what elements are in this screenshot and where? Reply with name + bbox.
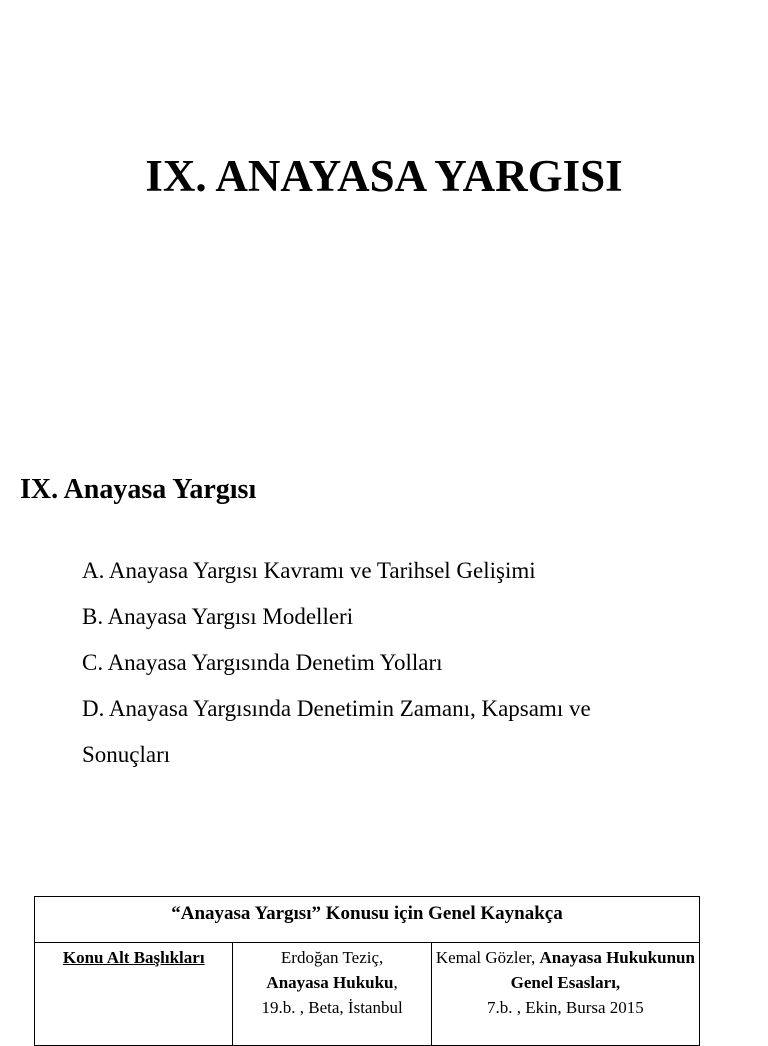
topic-item-d: D. Anayasa Yargısında Denetimin Zamanı, Kapsamı ve (82, 696, 591, 721)
source-cell-1 (233, 943, 431, 1046)
subtopics-header-cell (35, 943, 233, 1046)
source-2-author: Kemal Gözler, (435, 948, 540, 967)
topic-item-b: B. Anayasa Yargısı Modelleri (82, 604, 354, 629)
table-caption: “Anayasa Yargısı” Konusu için Genel Kaynakça (35, 897, 700, 943)
topic-list (82, 548, 722, 778)
topic-item-d-continued: Sonuçları (82, 742, 171, 767)
topic-item-c: C. Anayasa Yargısında Denetim Yolları (82, 650, 443, 675)
source-2-edition: 7.b. , Ekin, Bursa 2015 (487, 998, 644, 1017)
source-1-author: Erdoğan Teziç, (280, 948, 384, 967)
table-caption-row (35, 897, 700, 943)
source-1-edition: 19.b. , Beta, İstanbul (261, 998, 403, 1017)
subtopics-header: Konu Alt Başlıkları (62, 948, 205, 967)
topic-item-a: A. Anayasa Yargısı Kavramı ve Tarihsel Gelişimi (82, 558, 536, 583)
slide-title: IX. ANAYASA YARGISI (145, 151, 623, 201)
source-cell-2 (431, 943, 699, 1046)
source-1-title: Anayasa Hukuku (266, 973, 394, 992)
section-heading: IX. Anayasa Yargısı (20, 474, 257, 505)
table-row (35, 943, 700, 1046)
source-1-title-suffix: , (393, 973, 398, 992)
source-2-title: Anayasa Hukukunun Genel Esasları, (510, 948, 695, 992)
